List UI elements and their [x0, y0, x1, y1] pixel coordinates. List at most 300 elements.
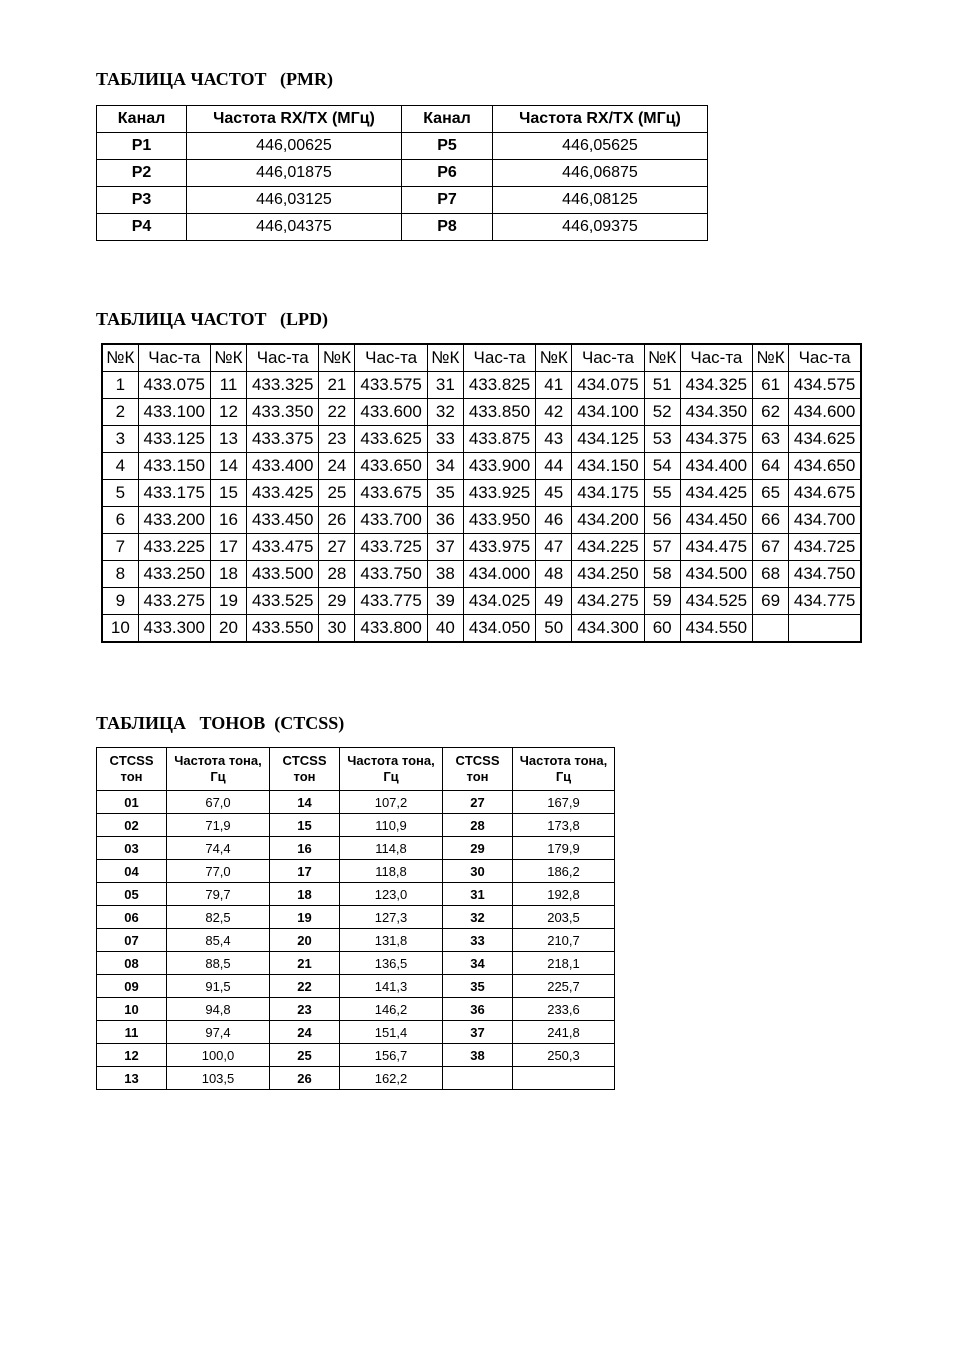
lpd-column-header: №К — [427, 344, 463, 372]
table-row — [102, 426, 861, 453]
table-cell: 37 — [443, 1021, 513, 1044]
table-cell: 433.750 — [355, 561, 427, 588]
table-cell: 434.100 — [572, 399, 644, 426]
table-cell: 186,2 — [513, 860, 615, 883]
table-cell: 71,9 — [167, 814, 270, 837]
lpd-column-header: №К — [644, 344, 680, 372]
table-cell: 42 — [536, 399, 572, 426]
table-row — [97, 929, 615, 952]
table-cell: 30 — [443, 860, 513, 883]
table-cell: 250,3 — [513, 1044, 615, 1067]
ctcss-table-header — [97, 748, 615, 791]
table-cell: 52 — [644, 399, 680, 426]
lpd-column-header: Час-та — [247, 344, 319, 372]
pmr-column-header: Частота RX/TX (МГц) — [493, 106, 708, 133]
table-cell: 25 — [270, 1044, 340, 1067]
table-cell: 13 — [97, 1067, 167, 1090]
table-row — [97, 837, 615, 860]
table-cell: 434.550 — [680, 615, 752, 643]
table-cell: 118,8 — [340, 860, 443, 883]
table-cell: 24 — [270, 1021, 340, 1044]
table-cell: 03 — [97, 837, 167, 860]
table-cell: 26 — [270, 1067, 340, 1090]
ctcss-column-header: CTCSS тон — [97, 748, 167, 791]
table-cell: 12 — [210, 399, 246, 426]
table-cell: 433.775 — [355, 588, 427, 615]
table-cell: 151,4 — [340, 1021, 443, 1044]
table-cell: 33 — [427, 426, 463, 453]
table-cell: 433.675 — [355, 480, 427, 507]
table-cell: 433.725 — [355, 534, 427, 561]
lpd-column-header: Час-та — [138, 344, 210, 372]
table-cell: 167,9 — [513, 791, 615, 814]
table-cell: 59 — [644, 588, 680, 615]
table-cell — [513, 1067, 615, 1090]
pmr-column-header: Канал — [97, 106, 187, 133]
table-cell: 18 — [270, 883, 340, 906]
table-cell: 65 — [753, 480, 789, 507]
table-row — [102, 561, 861, 588]
table-cell: 27 — [443, 791, 513, 814]
table-cell: 21 — [270, 952, 340, 975]
table-cell: 26 — [319, 507, 355, 534]
table-cell: 35 — [427, 480, 463, 507]
table-cell: 433.525 — [247, 588, 319, 615]
table-cell: 3 — [102, 426, 138, 453]
table-cell: 16 — [210, 507, 246, 534]
table-cell: 233,6 — [513, 998, 615, 1021]
table-cell: 433.400 — [247, 453, 319, 480]
table-cell: 192,8 — [513, 883, 615, 906]
table-cell — [753, 615, 789, 643]
table-cell: 50 — [536, 615, 572, 643]
table-cell: 23 — [319, 426, 355, 453]
ctcss-column-header: CTCSS тон — [443, 748, 513, 791]
lpd-column-header: Час-та — [355, 344, 427, 372]
table-row — [102, 453, 861, 480]
table-cell: 19 — [270, 906, 340, 929]
table-cell: 13 — [210, 426, 246, 453]
table-cell: 434.725 — [789, 534, 861, 561]
table-cell: 434.150 — [572, 453, 644, 480]
table-cell: 56 — [644, 507, 680, 534]
table-cell: 20 — [210, 615, 246, 643]
table-cell: 48 — [536, 561, 572, 588]
table-cell: 66 — [753, 507, 789, 534]
table-cell: P7 — [402, 187, 493, 214]
lpd-column-header: Час-та — [463, 344, 535, 372]
table-cell: 434.575 — [789, 372, 861, 399]
table-cell: 64 — [753, 453, 789, 480]
table-cell: 446,05625 — [493, 133, 708, 160]
table-cell: 433.550 — [247, 615, 319, 643]
table-cell: 241,8 — [513, 1021, 615, 1044]
table-cell: P2 — [97, 160, 187, 187]
table-cell: 62 — [753, 399, 789, 426]
table-cell: 433.125 — [138, 426, 210, 453]
table-cell: 434.350 — [680, 399, 752, 426]
table-cell: 100,0 — [167, 1044, 270, 1067]
table-cell: 36 — [427, 507, 463, 534]
table-cell: 103,5 — [167, 1067, 270, 1090]
ctcss-column-header: Частота тона, Гц — [340, 748, 443, 791]
table-cell: 12 — [97, 1044, 167, 1067]
table-cell: 60 — [644, 615, 680, 643]
table-cell: 434.275 — [572, 588, 644, 615]
lpd-column-header: №К — [102, 344, 138, 372]
table-cell: 18 — [210, 561, 246, 588]
lpd-frequency-table — [101, 343, 862, 643]
table-cell: 38 — [443, 1044, 513, 1067]
table-row — [97, 791, 615, 814]
table-cell: 37 — [427, 534, 463, 561]
table-cell: 433.250 — [138, 561, 210, 588]
table-cell: 94,8 — [167, 998, 270, 1021]
table-cell: 146,2 — [340, 998, 443, 1021]
table-cell: 25 — [319, 480, 355, 507]
table-cell: 131,8 — [340, 929, 443, 952]
table-cell: 434.025 — [463, 588, 535, 615]
lpd-column-header: №К — [319, 344, 355, 372]
table-row — [97, 133, 708, 160]
table-cell: 433.425 — [247, 480, 319, 507]
table-cell: 79,7 — [167, 883, 270, 906]
table-cell: 162,2 — [340, 1067, 443, 1090]
table-cell: 7 — [102, 534, 138, 561]
table-cell: 434.000 — [463, 561, 535, 588]
table-cell: 127,3 — [340, 906, 443, 929]
table-cell: 434.525 — [680, 588, 752, 615]
ctcss-column-header: Частота тона, Гц — [167, 748, 270, 791]
table-row — [102, 480, 861, 507]
table-cell: 63 — [753, 426, 789, 453]
table-cell: 04 — [97, 860, 167, 883]
table-cell: 434.650 — [789, 453, 861, 480]
lpd-column-header: Час-та — [789, 344, 861, 372]
table-cell: 434.500 — [680, 561, 752, 588]
lpd-column-header: Час-та — [572, 344, 644, 372]
table-cell: 02 — [97, 814, 167, 837]
table-cell: 24 — [319, 453, 355, 480]
table-row — [102, 372, 861, 399]
table-row — [102, 399, 861, 426]
table-cell: 07 — [97, 929, 167, 952]
table-cell: 434.450 — [680, 507, 752, 534]
table-cell: 4 — [102, 453, 138, 480]
table-cell: 91,5 — [167, 975, 270, 998]
table-cell: 17 — [270, 860, 340, 883]
table-cell: 97,4 — [167, 1021, 270, 1044]
table-cell: 28 — [319, 561, 355, 588]
table-cell: 38 — [427, 561, 463, 588]
ctcss-tone-table — [96, 747, 615, 1090]
table-cell: 01 — [97, 791, 167, 814]
pmr-column-header: Частота RX/TX (МГц) — [187, 106, 402, 133]
table-cell: 179,9 — [513, 837, 615, 860]
table-cell: 5 — [102, 480, 138, 507]
table-cell: P5 — [402, 133, 493, 160]
table-row — [97, 998, 615, 1021]
table-row — [97, 883, 615, 906]
table-cell: 10 — [102, 615, 138, 643]
table-cell: 434.175 — [572, 480, 644, 507]
table-cell: 34 — [427, 453, 463, 480]
table-cell: 74,4 — [167, 837, 270, 860]
table-cell: 433.075 — [138, 372, 210, 399]
table-cell: 433.200 — [138, 507, 210, 534]
table-cell: 15 — [210, 480, 246, 507]
table-cell: 123,0 — [340, 883, 443, 906]
table-cell: 446,03125 — [187, 187, 402, 214]
table-cell: 446,08125 — [493, 187, 708, 214]
table-cell: 82,5 — [167, 906, 270, 929]
table-cell: 14 — [210, 453, 246, 480]
table-cell: 446,09375 — [493, 214, 708, 241]
table-cell: 41 — [536, 372, 572, 399]
table-row — [97, 1021, 615, 1044]
table-cell: 210,7 — [513, 929, 615, 952]
ctcss-column-header: Частота тона, Гц — [513, 748, 615, 791]
table-cell: 433.850 — [463, 399, 535, 426]
table-cell: 446,04375 — [187, 214, 402, 241]
table-cell: 20 — [270, 929, 340, 952]
table-cell: 446,00625 — [187, 133, 402, 160]
table-cell: 433.800 — [355, 615, 427, 643]
table-row — [97, 160, 708, 187]
table-cell: 32 — [427, 399, 463, 426]
table-row — [97, 952, 615, 975]
table-cell: 47 — [536, 534, 572, 561]
table-cell: 36 — [443, 998, 513, 1021]
table-cell: 49 — [536, 588, 572, 615]
ctcss-table-body — [97, 791, 615, 1090]
table-cell — [443, 1067, 513, 1090]
table-cell: 11 — [97, 1021, 167, 1044]
table-cell: 434.125 — [572, 426, 644, 453]
table-cell: P6 — [402, 160, 493, 187]
pmr-column-header: Канал — [402, 106, 493, 133]
table-cell: 8 — [102, 561, 138, 588]
table-cell: 433.700 — [355, 507, 427, 534]
lpd-column-header: №К — [210, 344, 246, 372]
table-cell: 434.300 — [572, 615, 644, 643]
table-cell: 29 — [443, 837, 513, 860]
table-cell: 23 — [270, 998, 340, 1021]
table-cell: 9 — [102, 588, 138, 615]
table-cell: 433.975 — [463, 534, 535, 561]
table-cell: 29 — [319, 588, 355, 615]
table-cell: 33 — [443, 929, 513, 952]
table-cell: 35 — [443, 975, 513, 998]
table-cell: 67 — [753, 534, 789, 561]
table-cell: 433.375 — [247, 426, 319, 453]
table-cell: 433.575 — [355, 372, 427, 399]
table-cell: 88,5 — [167, 952, 270, 975]
table-cell: 434.675 — [789, 480, 861, 507]
table-cell: 225,7 — [513, 975, 615, 998]
lpd-header-row — [102, 344, 861, 372]
table-cell: P3 — [97, 187, 187, 214]
table-cell: 54 — [644, 453, 680, 480]
table-cell: 434.750 — [789, 561, 861, 588]
table-cell: 32 — [443, 906, 513, 929]
table-cell: 173,8 — [513, 814, 615, 837]
table-cell: 21 — [319, 372, 355, 399]
lpd-table-header — [102, 344, 861, 372]
table-cell: 433.600 — [355, 399, 427, 426]
table-cell: 22 — [319, 399, 355, 426]
table-cell: 110,9 — [340, 814, 443, 837]
table-row — [97, 1067, 615, 1090]
table-cell: P8 — [402, 214, 493, 241]
table-cell: P4 — [97, 214, 187, 241]
table-cell: 51 — [644, 372, 680, 399]
table-cell: 433.325 — [247, 372, 319, 399]
table-cell: 434.425 — [680, 480, 752, 507]
table-cell: 1 — [102, 372, 138, 399]
table-cell: 433.925 — [463, 480, 535, 507]
table-cell: 28 — [443, 814, 513, 837]
table-row — [97, 1044, 615, 1067]
table-cell — [789, 615, 861, 643]
table-cell: 69 — [753, 588, 789, 615]
table-row — [97, 975, 615, 998]
table-row — [97, 814, 615, 837]
table-cell: 11 — [210, 372, 246, 399]
table-cell: 433.100 — [138, 399, 210, 426]
table-cell: 433.225 — [138, 534, 210, 561]
table-row — [102, 534, 861, 561]
table-row — [97, 860, 615, 883]
table-cell: 433.450 — [247, 507, 319, 534]
table-cell: 58 — [644, 561, 680, 588]
table-cell: 433.825 — [463, 372, 535, 399]
table-cell: 433.875 — [463, 426, 535, 453]
table-cell: 10 — [97, 998, 167, 1021]
table-cell: 55 — [644, 480, 680, 507]
table-cell: 40 — [427, 615, 463, 643]
table-cell: 433.475 — [247, 534, 319, 561]
table-cell: 17 — [210, 534, 246, 561]
table-cell: 09 — [97, 975, 167, 998]
table-cell: 68 — [753, 561, 789, 588]
table-cell: 14 — [270, 791, 340, 814]
table-cell: 77,0 — [167, 860, 270, 883]
table-cell: 434.075 — [572, 372, 644, 399]
table-cell: 434.625 — [789, 426, 861, 453]
table-cell: 434.375 — [680, 426, 752, 453]
table-cell: 434.600 — [789, 399, 861, 426]
table-cell: 06 — [97, 906, 167, 929]
lpd-column-header: №К — [536, 344, 572, 372]
table-cell: 15 — [270, 814, 340, 837]
table-cell: 141,3 — [340, 975, 443, 998]
table-cell: 433.500 — [247, 561, 319, 588]
table-cell: 433.275 — [138, 588, 210, 615]
table-cell: 446,01875 — [187, 160, 402, 187]
table-cell: 156,7 — [340, 1044, 443, 1067]
table-cell: 6 — [102, 507, 138, 534]
table-cell: 16 — [270, 837, 340, 860]
table-cell: 2 — [102, 399, 138, 426]
table-cell: 53 — [644, 426, 680, 453]
table-cell: 30 — [319, 615, 355, 643]
table-cell: 434.200 — [572, 507, 644, 534]
table-cell: 434.250 — [572, 561, 644, 588]
table-row — [97, 906, 615, 929]
table-cell: 46 — [536, 507, 572, 534]
table-row — [97, 214, 708, 241]
pmr-header-row — [97, 106, 708, 133]
table-cell: 114,8 — [340, 837, 443, 860]
table-cell: 67,0 — [167, 791, 270, 814]
table-cell: 31 — [427, 372, 463, 399]
table-cell: 433.175 — [138, 480, 210, 507]
table-cell: 434.050 — [463, 615, 535, 643]
table-cell: 203,5 — [513, 906, 615, 929]
table-cell: 433.950 — [463, 507, 535, 534]
table-cell: 434.400 — [680, 453, 752, 480]
table-cell: 434.225 — [572, 534, 644, 561]
table-cell: 434.325 — [680, 372, 752, 399]
table-cell: 446,06875 — [493, 160, 708, 187]
table-cell: 27 — [319, 534, 355, 561]
lpd-column-header: Час-та — [680, 344, 752, 372]
table-cell: 43 — [536, 426, 572, 453]
table-cell: 433.900 — [463, 453, 535, 480]
table-cell: 31 — [443, 883, 513, 906]
pmr-table-header — [97, 106, 708, 133]
table-cell: 08 — [97, 952, 167, 975]
table-cell: 434.475 — [680, 534, 752, 561]
table-cell: 85,4 — [167, 929, 270, 952]
table-cell: 39 — [427, 588, 463, 615]
table-cell: 433.300 — [138, 615, 210, 643]
table-cell: 57 — [644, 534, 680, 561]
lpd-table-title: ТАБЛИЦА ЧАСТОТ (LPD) — [96, 309, 329, 329]
table-cell: 34 — [443, 952, 513, 975]
table-row — [102, 507, 861, 534]
table-cell: 218,1 — [513, 952, 615, 975]
table-cell: 433.650 — [355, 453, 427, 480]
table-cell: 434.700 — [789, 507, 861, 534]
table-cell: 136,5 — [340, 952, 443, 975]
table-cell: 434.775 — [789, 588, 861, 615]
ctcss-header-row — [97, 748, 615, 791]
table-cell: 107,2 — [340, 791, 443, 814]
table-row — [97, 187, 708, 214]
table-cell: 61 — [753, 372, 789, 399]
table-cell: 433.625 — [355, 426, 427, 453]
table-cell: 44 — [536, 453, 572, 480]
lpd-column-header: №К — [753, 344, 789, 372]
table-cell: 45 — [536, 480, 572, 507]
pmr-table-title: ТАБЛИЦА ЧАСТОТ (PMR) — [96, 69, 334, 89]
pmr-table-body — [97, 133, 708, 241]
ctcss-table-title: ТАБЛИЦА ТОНОВ (CTCSS) — [96, 713, 345, 733]
table-cell: 433.350 — [247, 399, 319, 426]
table-cell: 22 — [270, 975, 340, 998]
table-row — [102, 588, 861, 615]
ctcss-column-header: CTCSS тон — [270, 748, 340, 791]
pmr-frequency-table — [96, 105, 708, 241]
table-cell: 05 — [97, 883, 167, 906]
table-cell: 433.150 — [138, 453, 210, 480]
table-cell: P1 — [97, 133, 187, 160]
lpd-table-body — [102, 372, 861, 643]
table-cell: 19 — [210, 588, 246, 615]
table-row — [102, 615, 861, 643]
